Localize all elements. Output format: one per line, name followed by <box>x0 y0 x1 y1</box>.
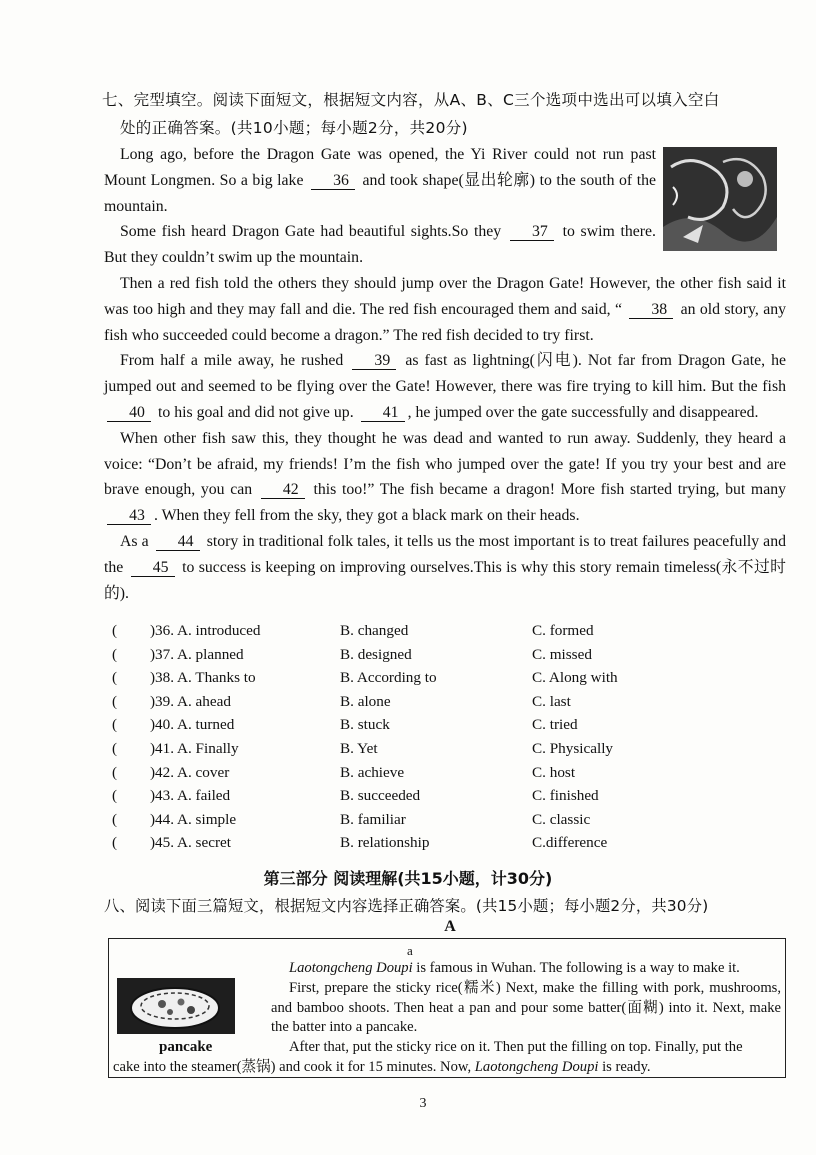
option-a: )36. A. introduced <box>150 622 261 639</box>
page-number: 3 <box>419 1096 427 1111</box>
p1-text-b: and took shape(显出轮廓) to the south of the mountain. <box>104 171 656 215</box>
answer-paren[interactable]: ( <box>112 739 118 757</box>
option-a: )37. A. planned <box>150 645 244 663</box>
option-b: B. relationship <box>340 834 430 852</box>
answer-paren[interactable]: ( <box>112 622 118 639</box>
passage-a-steps: First, prepare the sticky rice(糯米) Next, make the filling with pork, mushrooms, and bamboo shoots. Then heat a pan and pour some batter(面糊) into it. Next, make the batter into a pancake. <box>271 979 781 1036</box>
last-line-text: cake into the steamer(蒸锅) and cook it for 15 minutes. Now, <box>113 1059 475 1075</box>
part-3-heading: 第三部分 阅读理解(共15小题，计30分) <box>263 869 553 888</box>
option-b: B. familiar <box>340 810 406 828</box>
answer-paren[interactable]: ( <box>112 763 118 781</box>
blank-42: 42 <box>261 481 305 499</box>
blank-43: 43 <box>107 507 151 525</box>
option-a: )39. A. ahead <box>150 692 231 710</box>
option-a: )42. A. cover <box>150 763 230 781</box>
p4-text-c: to his goal and did not give up. <box>157 403 354 421</box>
option-a: )43. A. failed <box>150 787 231 805</box>
option-a: )44. A. simple <box>150 810 237 828</box>
answer-paren[interactable]: ( <box>112 645 118 663</box>
option-c: C. classic <box>532 810 591 828</box>
paragraph-6 <box>104 529 786 606</box>
option-b: B. changed <box>340 622 409 639</box>
option-c: C. host <box>532 763 576 781</box>
answer-paren[interactable]: ( <box>112 692 118 710</box>
section-7-instructions <box>102 86 782 142</box>
last-line-end: is ready. <box>598 1059 651 1075</box>
passage-a-box <box>108 938 786 1078</box>
option-c: C. Along with <box>532 669 618 687</box>
option-c: C. last <box>532 692 571 710</box>
p5-text-a: When other fish saw this, they thought he was dead and wanted to run away. Suddenly, they heard a voice: “Don’t be afraid, my friends! I’m the fish who jumped over the gate! If you try your best and are brave enough, you can <box>104 429 786 499</box>
paragraph-5 <box>104 426 786 529</box>
p3-text-a: Then a red fish told the others they should jump over the Dragon Gate! However, the other fish said it was too high and they may fall and die. The red fish encouraged them and said, “ <box>104 274 786 318</box>
passage-a-mark: a <box>407 943 413 958</box>
option-c: C. formed <box>532 622 594 639</box>
blank-45: 45 <box>131 559 175 577</box>
answer-paren[interactable]: ( <box>112 810 118 828</box>
answer-paren[interactable]: ( <box>112 669 118 687</box>
option-c: C. tried <box>532 716 578 734</box>
dish-name-2: Laotongcheng Doupi <box>474 1059 599 1075</box>
passage-a-steps-2: After that, put the sticky rice on it. Then put the filling on top. Finally, put the <box>289 1039 743 1056</box>
p5-text-c: . When they fell from the sky, they got a black mark on their heads. <box>154 507 580 525</box>
question-row <box>112 669 752 693</box>
p6-text-c: to success is keeping on improving ourselves.This is why this story remain timeless(永不过时的). <box>104 558 786 602</box>
question-row <box>112 834 752 858</box>
section-7-line-1: 七、完型填空。阅读下面短文，根据短文内容，从A、B、C三个选项中选出可以填入空白 <box>102 91 720 109</box>
option-c: C. finished <box>532 787 599 805</box>
passage-a-last-line <box>113 1058 781 1077</box>
answer-paren[interactable]: ( <box>112 787 118 805</box>
dish-name: Laotongcheng Doupi <box>289 960 413 976</box>
option-b: B. succeeded <box>340 787 421 805</box>
question-row <box>112 811 752 835</box>
section-8-instructions: 八、阅读下面三篇短文，根据短文内容选择正确答案。(共15小题；每小题2分，共30分) <box>104 897 709 915</box>
question-row <box>112 716 752 740</box>
passage-a-title: A <box>444 918 456 935</box>
p4-text-b: as fast as lightning(闪电). Not far from Dragon Gate, he jumped out and seemed to be flying over the Gate! However, there was fire trying to kill him. But the fish <box>104 352 787 396</box>
p1-text-a: Long ago, before the Dragon Gate was opened, the Yi River could not run past Mount Longmen. So a big lake <box>104 146 656 189</box>
cloze-passage <box>104 142 786 606</box>
paragraph-1 <box>104 142 656 219</box>
p6-text-b: story in traditional folk tales, it tells us the most important is to treat failures peacefully and the <box>104 532 786 576</box>
option-c: C. missed <box>532 645 592 663</box>
blank-40: 40 <box>107 404 151 422</box>
option-a: )45. A. secret <box>150 834 231 852</box>
blank-41: 41 <box>361 404 405 422</box>
p2-text-b: to swim there. But they couldn’t swim up the mountain. <box>104 223 657 267</box>
question-row <box>112 740 752 764</box>
p5-text-b: this too!” The fish became a dragon! More fish started trying, but many <box>313 481 787 499</box>
question-row <box>112 787 752 811</box>
blank-38: 38 <box>629 301 673 319</box>
question-row <box>112 622 752 646</box>
option-b: B. alone <box>340 692 391 710</box>
blank-39: 39 <box>352 352 396 370</box>
p4-text-a: From half a mile away, he rushed <box>120 352 344 370</box>
paragraph-2 <box>104 219 656 271</box>
paragraph-3 <box>104 271 786 348</box>
question-row <box>112 764 752 788</box>
blank-36: 36 <box>311 172 355 190</box>
question-row <box>112 646 752 670</box>
answer-options <box>112 622 752 858</box>
section-7-line-2: 处的正确答案。(共10小题；每小题2分，共20分) <box>120 119 468 137</box>
paragraph-4 <box>104 348 786 425</box>
option-b: B. According to <box>340 669 437 687</box>
p4-text-d: , he jumped over the gate successfully and disappeared. <box>407 403 759 421</box>
option-a: )40. A. turned <box>150 716 235 734</box>
blank-37: 37 <box>510 223 554 241</box>
pancake-image <box>117 972 235 1040</box>
option-a: )38. A. Thanks to <box>150 669 256 687</box>
p6-text-a: As a <box>120 532 149 550</box>
p3-text-b: an old story, any fish who succeeded could become a dragon.” The red fish decided to try first. <box>104 300 786 344</box>
passage-a-line-1: is famous in Wuhan. The following is a way to make it. <box>412 960 740 976</box>
passage-a-intro <box>271 959 781 979</box>
p2-text-a: Some fish heard Dragon Gate had beautiful sights.So they <box>120 223 502 241</box>
option-b: B. Yet <box>340 739 378 757</box>
blank-44: 44 <box>156 533 200 551</box>
option-b: B. achieve <box>340 763 405 781</box>
option-b: B. designed <box>340 645 412 663</box>
answer-paren[interactable]: ( <box>112 716 118 734</box>
passage-a-text <box>271 959 781 1058</box>
option-c: C.difference <box>532 834 608 852</box>
pancake-caption: pancake <box>159 1039 213 1055</box>
answer-paren[interactable]: ( <box>112 834 118 852</box>
option-a: )41. A. Finally <box>150 739 239 757</box>
option-b: B. stuck <box>340 716 390 734</box>
option-c: C. Physically <box>532 739 614 757</box>
question-row <box>112 693 752 717</box>
